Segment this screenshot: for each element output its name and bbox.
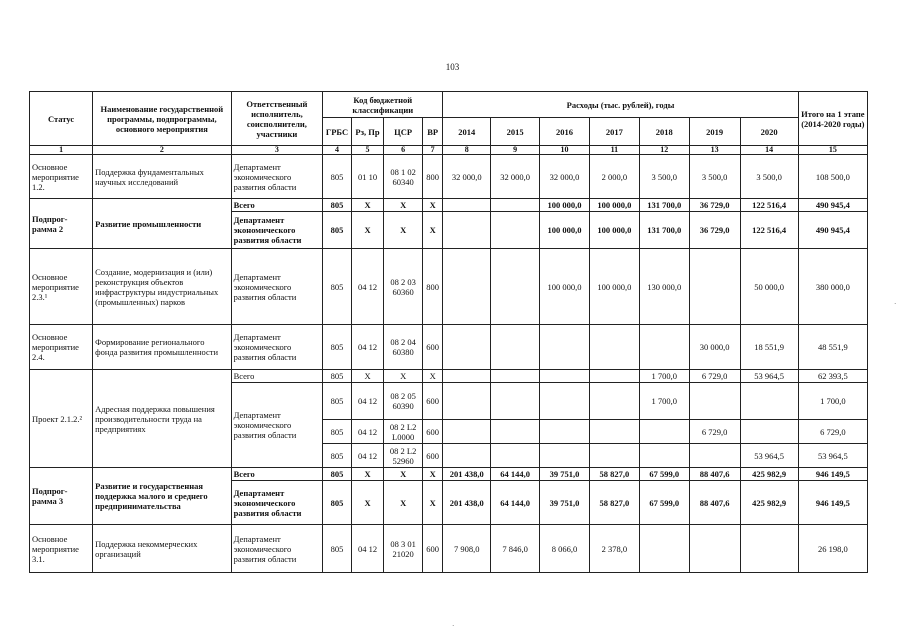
year-value-cell: 100 000,0 [589, 249, 639, 325]
year-value-cell: 3 500,0 [689, 155, 740, 199]
year-value-cell [689, 525, 740, 573]
year-value-cell: 58 827,0 [589, 481, 639, 525]
year-value-cell: 30 000,0 [689, 325, 740, 370]
year-value-cell [540, 420, 590, 444]
header-csr: ЦСР [384, 118, 423, 146]
rzpr-cell: X [351, 468, 384, 481]
table-row [30, 325, 868, 370]
year-value-cell: 53 964,5 [740, 444, 798, 468]
total-cell: 62 393,5 [798, 370, 867, 383]
grbs-cell: 805 [323, 420, 352, 444]
column-index-cell: 3 [231, 146, 323, 155]
vr-cell: 600 [422, 444, 442, 468]
responsible-cell: Департамент экономического развития области [231, 155, 323, 199]
vr-cell: X [422, 199, 442, 212]
year-value-cell: 100 000,0 [540, 212, 590, 249]
year-value-cell [740, 525, 798, 573]
year-value-cell: 32 000,0 [443, 155, 491, 199]
margin-mark: · [894, 300, 897, 308]
year-value-cell [540, 370, 590, 383]
year-value-cell: 3 500,0 [639, 155, 689, 199]
year-value-cell: 32 000,0 [540, 155, 590, 199]
year-value-cell: 39 751,0 [540, 481, 590, 525]
year-value-cell [491, 325, 540, 370]
table-row [30, 199, 868, 212]
total-cell: 48 551,9 [798, 325, 867, 370]
vr-cell: 600 [422, 525, 442, 573]
csr-cell: X [384, 481, 423, 525]
csr-cell: 08 2 04 60380 [384, 325, 423, 370]
year-value-cell [639, 325, 689, 370]
grbs-cell: 805 [323, 212, 352, 249]
column-index-cell: 12 [639, 146, 689, 155]
year-value-cell [443, 370, 491, 383]
year-value-cell: 130 000,0 [639, 249, 689, 325]
year-value-cell [443, 420, 491, 444]
year-value-cell [540, 383, 590, 420]
year-value-cell: 8 066,0 [540, 525, 590, 573]
rzpr-cell: 04 12 [351, 325, 384, 370]
status-cell: Основное мероприятие 2.4. [30, 325, 93, 370]
column-index-cell: 9 [491, 146, 540, 155]
vr-cell: 800 [422, 249, 442, 325]
column-index-cell: 5 [351, 146, 384, 155]
csr-cell: 08 3 01 21020 [384, 525, 423, 573]
year-value-cell: 100 000,0 [589, 199, 639, 212]
csr-cell: 08 1 02 60340 [384, 155, 423, 199]
year-value-cell: 7 846,0 [491, 525, 540, 573]
rzpr-cell: 04 12 [351, 525, 384, 573]
column-index-cell: 8 [443, 146, 491, 155]
header-rzpr: Рз, Пр [351, 118, 384, 146]
grbs-cell: 805 [323, 249, 352, 325]
table-row [30, 249, 868, 325]
rzpr-cell: X [351, 212, 384, 249]
name-cell: Создание, модернизация и (или) реконструкция объектов инфраструктуры индустриальных (промышленных) парков [93, 249, 231, 325]
year-value-cell: 18 551,9 [740, 325, 798, 370]
header-total: Итого на 1 этапе (2014-2020 годы) [798, 92, 867, 146]
header-year: 2017 [589, 118, 639, 146]
total-cell: 490 945,4 [798, 212, 867, 249]
vr-cell: X [422, 481, 442, 525]
header-expenses: Расходы (тыс. рублей), годы [443, 92, 798, 118]
grbs-cell: 805 [323, 370, 352, 383]
year-value-cell: 39 751,0 [540, 468, 590, 481]
table-row [30, 155, 868, 199]
column-index-cell: 13 [689, 146, 740, 155]
csr-cell: X [384, 199, 423, 212]
status-cell: Основное мероприятие 3.1. [30, 525, 93, 573]
name-cell: Поддержка фундаментальных научных исследований [93, 155, 231, 199]
budget-table [29, 91, 868, 573]
grbs-cell: 805 [323, 383, 352, 420]
vr-cell: X [422, 212, 442, 249]
year-value-cell: 201 438,0 [443, 468, 491, 481]
grbs-cell: 805 [323, 481, 352, 525]
table-row [30, 468, 868, 481]
header-year: 2014 [443, 118, 491, 146]
column-index-cell: 14 [740, 146, 798, 155]
grbs-cell: 805 [323, 155, 352, 199]
rzpr-cell: X [351, 481, 384, 525]
vr-cell: X [422, 370, 442, 383]
header-grbs: ГРБС [323, 118, 352, 146]
status-cell: Основное мероприятие 2.3.¹ [30, 249, 93, 325]
year-value-cell: 201 438,0 [443, 481, 491, 525]
column-index-cell: 15 [798, 146, 867, 155]
name-cell: Формирование регионального фонда развития промышленности [93, 325, 231, 370]
year-value-cell: 64 144,0 [491, 468, 540, 481]
grbs-cell: 805 [323, 444, 352, 468]
column-index-row [30, 146, 868, 155]
year-value-cell [589, 444, 639, 468]
year-value-cell: 88 407,6 [689, 481, 740, 525]
grbs-cell: 805 [323, 199, 352, 212]
year-value-cell [491, 370, 540, 383]
year-value-cell: 6 729,0 [689, 370, 740, 383]
name-cell: Адресная поддержка повышения производительности труда на предприятиях [93, 370, 231, 468]
table-row [30, 370, 868, 383]
responsible-cell: Всего [231, 370, 323, 383]
header-vr: ВР [422, 118, 442, 146]
status-cell: Основное мероприятие 1.2. [30, 155, 93, 199]
responsible-cell: Департамент экономического развития области [231, 249, 323, 325]
column-index-cell: 6 [384, 146, 423, 155]
year-value-cell [589, 420, 639, 444]
year-value-cell [443, 444, 491, 468]
year-value-cell: 131 700,0 [639, 199, 689, 212]
year-value-cell [491, 249, 540, 325]
rzpr-cell: 04 12 [351, 444, 384, 468]
total-cell: 6 729,0 [798, 420, 867, 444]
year-value-cell [491, 444, 540, 468]
year-value-cell [639, 420, 689, 444]
header-name: Наименование государственной программы, подпрограммы, основного мероприятия [93, 92, 231, 146]
rzpr-cell: 04 12 [351, 420, 384, 444]
rzpr-cell: X [351, 370, 384, 383]
year-value-cell [491, 212, 540, 249]
status-cell: Подпрог-рамма 2 [30, 199, 93, 249]
year-value-cell: 58 827,0 [589, 468, 639, 481]
vr-cell: 600 [422, 420, 442, 444]
responsible-cell: Департамент экономического развития области [231, 383, 323, 468]
column-index-cell: 7 [422, 146, 442, 155]
margin-mark: · [452, 622, 455, 630]
year-value-cell [639, 525, 689, 573]
csr-cell: 08 2 L2 L0000 [384, 420, 423, 444]
year-value-cell: 36 729,0 [689, 212, 740, 249]
vr-cell: 600 [422, 325, 442, 370]
csr-cell: 08 2 05 60390 [384, 383, 423, 420]
header-year: 2018 [639, 118, 689, 146]
csr-cell: X [384, 468, 423, 481]
vr-cell: 800 [422, 155, 442, 199]
rzpr-cell: 01 10 [351, 155, 384, 199]
year-value-cell [540, 444, 590, 468]
year-value-cell [443, 325, 491, 370]
year-value-cell [491, 383, 540, 420]
year-value-cell [589, 383, 639, 420]
year-value-cell: 100 000,0 [540, 249, 590, 325]
rzpr-cell: 04 12 [351, 383, 384, 420]
year-value-cell: 1 700,0 [639, 383, 689, 420]
header-year: 2016 [540, 118, 590, 146]
year-value-cell: 6 729,0 [689, 420, 740, 444]
csr-cell: 08 2 03 60360 [384, 249, 423, 325]
year-value-cell [540, 325, 590, 370]
total-cell: 26 198,0 [798, 525, 867, 573]
year-value-cell: 425 982,9 [740, 468, 798, 481]
year-value-cell [443, 383, 491, 420]
column-index-cell: 4 [323, 146, 352, 155]
vr-cell: 600 [422, 383, 442, 420]
header-year: 2019 [689, 118, 740, 146]
header-year: 2015 [491, 118, 540, 146]
year-value-cell: 36 729,0 [689, 199, 740, 212]
year-value-cell: 2 378,0 [589, 525, 639, 573]
year-value-cell: 64 144,0 [491, 481, 540, 525]
page-number: 103 [445, 62, 460, 72]
year-value-cell [689, 249, 740, 325]
total-cell: 946 149,5 [798, 481, 867, 525]
year-value-cell [443, 199, 491, 212]
year-value-cell [740, 383, 798, 420]
table-row [30, 525, 868, 573]
name-cell: Поддержка некоммерческих организаций [93, 525, 231, 573]
rzpr-cell: 04 12 [351, 249, 384, 325]
year-value-cell [443, 249, 491, 325]
total-cell: 1 700,0 [798, 383, 867, 420]
header-year: 2020 [740, 118, 798, 146]
year-value-cell [491, 199, 540, 212]
year-value-cell: 425 982,9 [740, 481, 798, 525]
year-value-cell: 131 700,0 [639, 212, 689, 249]
status-cell: Проект 2.1.2.² [30, 370, 93, 468]
year-value-cell: 67 599,0 [639, 481, 689, 525]
responsible-cell: Департамент экономического развития области [231, 481, 323, 525]
column-index-cell: 1 [30, 146, 93, 155]
responsible-cell: Всего [231, 468, 323, 481]
year-value-cell [589, 370, 639, 383]
year-value-cell: 53 964,5 [740, 370, 798, 383]
year-value-cell: 50 000,0 [740, 249, 798, 325]
header-responsible: Ответственный исполнитель, соисполнители, участники [231, 92, 323, 146]
grbs-cell: 805 [323, 525, 352, 573]
total-cell: 53 964,5 [798, 444, 867, 468]
header-budget-code: Код бюджетной классификации [323, 92, 443, 118]
grbs-cell: 805 [323, 325, 352, 370]
column-index-cell: 10 [540, 146, 590, 155]
responsible-cell: Департамент экономического развития области [231, 212, 323, 249]
year-value-cell [639, 444, 689, 468]
year-value-cell: 100 000,0 [589, 212, 639, 249]
total-cell: 108 500,0 [798, 155, 867, 199]
total-cell: 490 945,4 [798, 199, 867, 212]
year-value-cell: 88 407,6 [689, 468, 740, 481]
responsible-cell: Департамент экономического развития области [231, 525, 323, 573]
year-value-cell: 67 599,0 [639, 468, 689, 481]
year-value-cell [740, 420, 798, 444]
name-cell: Развитие и государственная поддержка малого и среднего предпринимательства [93, 468, 231, 525]
column-index-cell: 11 [589, 146, 639, 155]
year-value-cell [443, 212, 491, 249]
csr-cell: X [384, 370, 423, 383]
total-cell: 380 000,0 [798, 249, 867, 325]
responsible-cell: Департамент экономического развития области [231, 325, 323, 370]
vr-cell: X [422, 468, 442, 481]
responsible-cell: Всего [231, 199, 323, 212]
status-cell: Подпрог-рамма 3 [30, 468, 93, 525]
year-value-cell [589, 325, 639, 370]
year-value-cell: 3 500,0 [740, 155, 798, 199]
column-index-cell: 2 [93, 146, 231, 155]
year-value-cell: 2 000,0 [589, 155, 639, 199]
year-value-cell [689, 383, 740, 420]
year-value-cell: 32 000,0 [491, 155, 540, 199]
total-cell: 946 149,5 [798, 468, 867, 481]
year-value-cell: 1 700,0 [639, 370, 689, 383]
year-value-cell [689, 444, 740, 468]
name-cell: Развитие промышленности [93, 199, 231, 249]
year-value-cell: 100 000,0 [540, 199, 590, 212]
year-value-cell: 122 516,4 [740, 199, 798, 212]
year-value-cell: 7 908,0 [443, 525, 491, 573]
rzpr-cell: X [351, 199, 384, 212]
header-status: Статус [30, 92, 93, 146]
csr-cell: X [384, 212, 423, 249]
grbs-cell: 805 [323, 468, 352, 481]
csr-cell: 08 2 L2 52960 [384, 444, 423, 468]
year-value-cell [491, 420, 540, 444]
year-value-cell: 122 516,4 [740, 212, 798, 249]
